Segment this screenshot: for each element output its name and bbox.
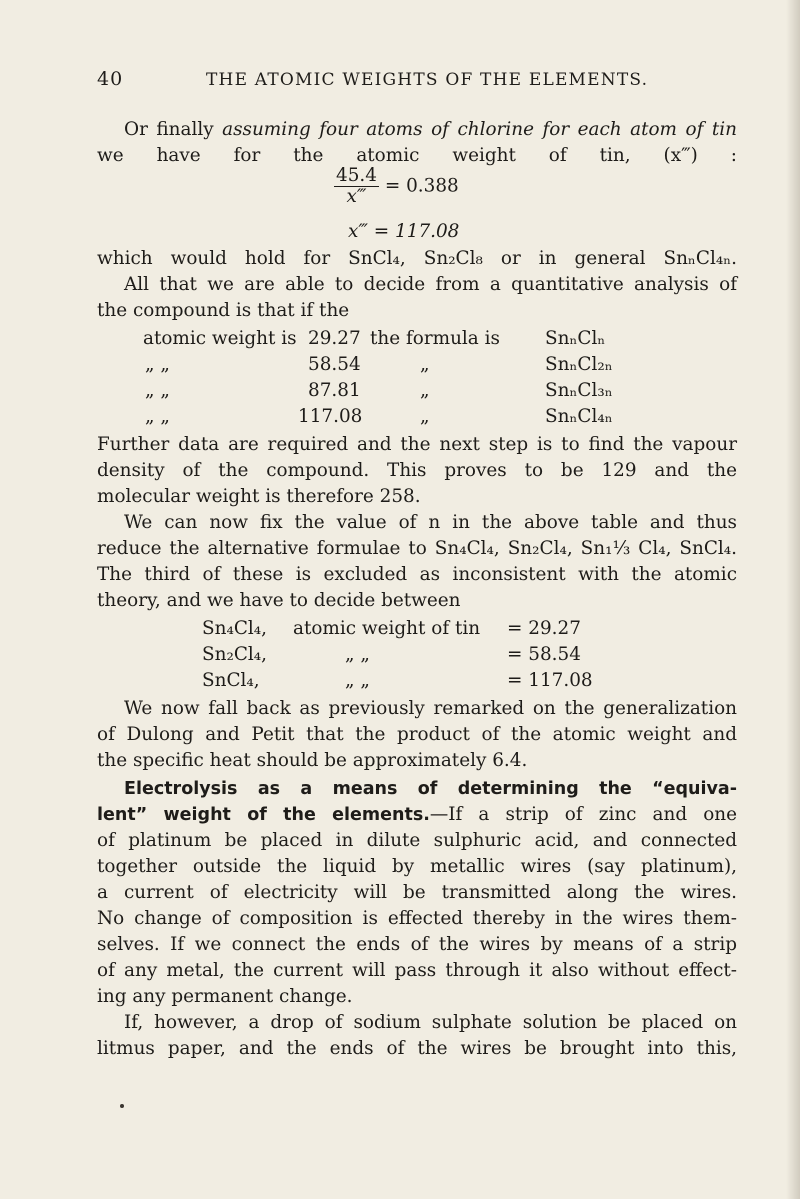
para3-line5: reduce the alternative formulae to Sn₄Cl₄, Sn₂Cl₄, Sn₁⅓ Cl₄, SnCl₄. bbox=[97, 538, 737, 559]
running-head: THE ATOMIC WEIGHTS OF THE ELEMENTS. bbox=[206, 70, 649, 90]
para3-line7: theory, and we have to decide between bbox=[97, 590, 461, 611]
table1-cell: „ bbox=[420, 380, 430, 401]
para5-line9: ing any permanent change. bbox=[97, 986, 353, 1007]
para5-line3: of platinum be placed in dilute sulphuric acid, and connected bbox=[97, 830, 737, 851]
para5-line11: litmus paper, and the ends of the wires be brought into this, bbox=[97, 1038, 737, 1059]
table1-cell: 117.08 bbox=[298, 406, 363, 427]
table1-cell: SnₙCl₃ₙ bbox=[545, 380, 613, 401]
page-number: 40 bbox=[97, 68, 124, 90]
table1-cell: SnₙCl₄ₙ bbox=[545, 406, 613, 427]
para2-line2: All that we are able to decide from a quantitative analysis of bbox=[124, 274, 737, 295]
para5-line2: lent” weight of the elements.—If a strip of zinc and one bbox=[97, 804, 737, 825]
table1-cell: „ „ bbox=[145, 406, 170, 427]
table2-formula: Sn₄Cl₄, bbox=[202, 618, 267, 639]
table1-cell: 87.81 bbox=[308, 380, 361, 401]
table1-cell: the formula is bbox=[370, 328, 500, 349]
para5-line7: selves. If we connect the ends of the wires by means of a strip bbox=[97, 934, 737, 955]
equation-1-denominator: x‴ bbox=[346, 186, 367, 207]
para5-line5: a current of electricity will be transmitted along the wires. bbox=[97, 882, 737, 903]
table1-cell: „ bbox=[420, 354, 430, 375]
table1-cell: „ „ bbox=[145, 354, 170, 375]
table2-label: atomic weight of tin bbox=[293, 618, 481, 639]
table2-value: = 117.08 bbox=[507, 670, 593, 691]
table1-cell: 29.27 bbox=[308, 328, 361, 349]
para5-line4: together outside the liquid by metallic wires (say platinum), bbox=[97, 856, 737, 877]
para5-line10: If, however, a drop of sodium sulphate solution be placed on bbox=[124, 1012, 737, 1033]
para4-line2: of Dulong and Petit that the product of the atomic weight and bbox=[97, 724, 737, 745]
equation-1-rhs: = 0.388 bbox=[384, 175, 459, 197]
para5-line6: No change of composition is effected thereby in the wires them- bbox=[97, 908, 737, 929]
table1-cell: atomic weight is bbox=[143, 328, 297, 349]
ink-speck bbox=[120, 1104, 124, 1108]
para3-line2: density of the compound. This proves to be 129 and the bbox=[97, 460, 737, 481]
para4-line1: We now fall back as previously remarked on the generalization bbox=[124, 698, 737, 719]
table2-formula: Sn₂Cl₄, bbox=[202, 644, 267, 665]
table1-cell: 58.54 bbox=[308, 354, 361, 375]
table1-cell: „ „ bbox=[145, 380, 170, 401]
section-heading-line2: lent” weight of the elements. bbox=[97, 805, 430, 825]
para5-line8: of any metal, the current will pass through it also without effect- bbox=[97, 960, 737, 981]
para3-line4: We can now fix the value of n in the above table and thus bbox=[124, 512, 737, 533]
para3-line1: Further data are required and the next step is to find the vapour bbox=[97, 434, 737, 455]
para2-line3: the compound is that if the bbox=[97, 300, 350, 321]
para3-line3: molecular weight is therefore 258. bbox=[97, 486, 421, 507]
table1-cell: SnₙClₙ bbox=[545, 328, 606, 349]
para2-line1: which would hold for SnCl₄, Sn₂Cl₈ or in general SnₙCl₄ₙ. bbox=[97, 248, 737, 269]
equation-1-numerator: 45.4 bbox=[336, 165, 377, 186]
table1-cell: SnₙCl₂ₙ bbox=[545, 354, 613, 375]
para4-line3: the specific heat should be approximately 6.4. bbox=[97, 750, 528, 771]
table2-value: = 29.27 bbox=[507, 618, 581, 639]
table2-label: „ „ bbox=[345, 670, 370, 691]
section-heading-line1: Electrolysis as a means of determining the “equiva- bbox=[124, 779, 737, 799]
table2-label: „ „ bbox=[345, 644, 370, 665]
para1-line1: Or finally assuming four atoms of chlorine for each atom of tin bbox=[124, 119, 737, 140]
para3-line6: The third of these is excluded as inconsistent with the atomic bbox=[97, 564, 737, 585]
para1-line2: we have for the atomic weight of tin, (x‴) : bbox=[97, 145, 737, 166]
table2-formula: SnCl₄, bbox=[202, 670, 260, 691]
equation-2: x‴ = 117.08 bbox=[348, 221, 460, 242]
table2-value: = 58.54 bbox=[507, 644, 581, 665]
table1-cell: „ bbox=[420, 406, 430, 427]
